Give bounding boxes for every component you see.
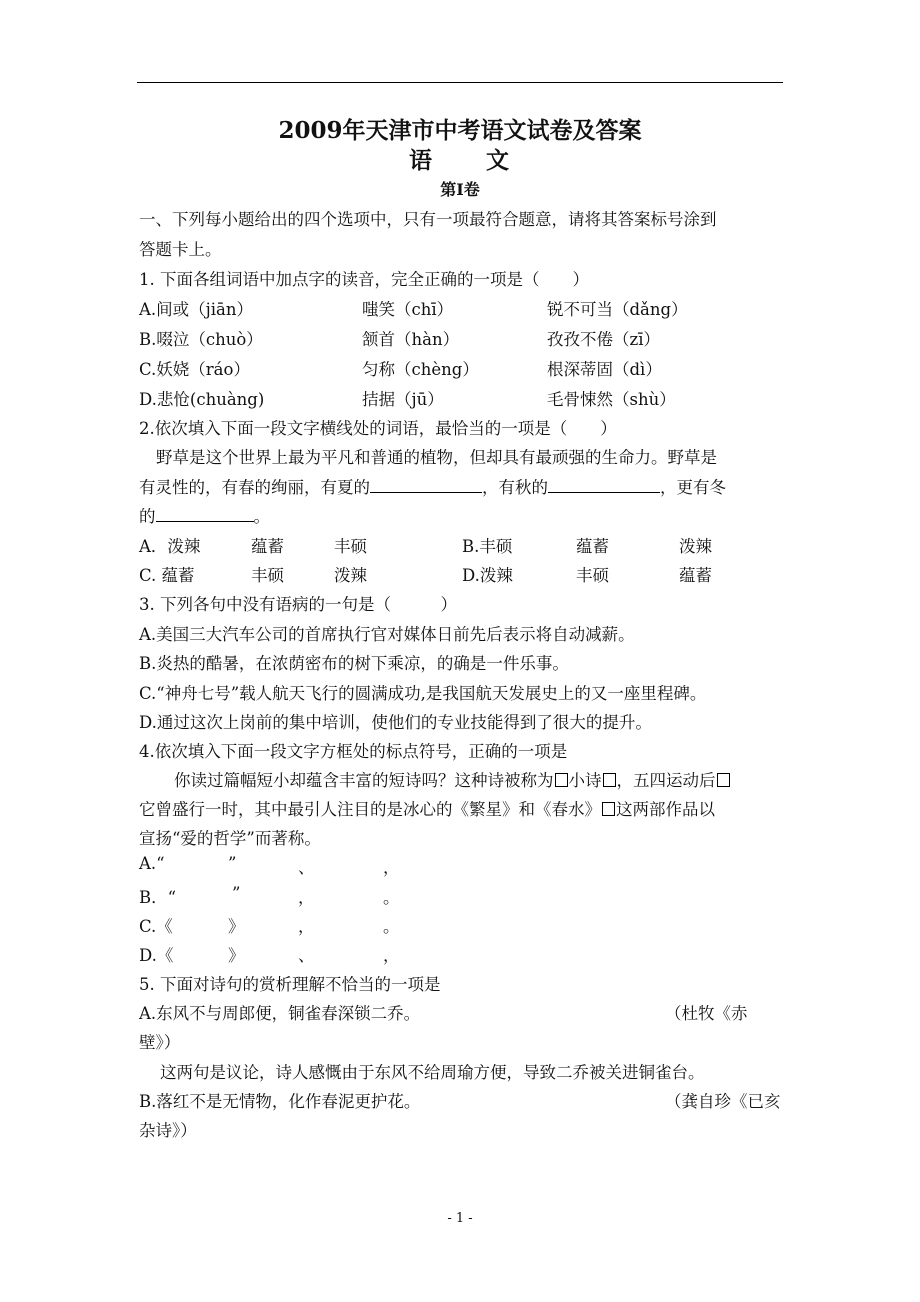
volume-title: 第Ⅰ卷 <box>440 180 480 199</box>
page-number: - 1 - <box>447 1211 473 1226</box>
q4-option-b-2: ” <box>232 884 241 903</box>
q2-option-c-3: 泼辣 <box>334 566 367 585</box>
fill-blank-3[interactable] <box>156 503 254 522</box>
fill-blank-2[interactable] <box>548 474 660 493</box>
fill-blank-1[interactable] <box>370 474 482 493</box>
q4-option-c-3: ， <box>298 917 315 936</box>
document-title: 2009年天津市中考语文试卷及答案 <box>278 117 642 144</box>
q5-option-a-note: 这两句是议论，诗人感慨由于东风不给周瑜方便，导致二乔被关进铜雀台。 <box>160 1063 705 1082</box>
q2-option-a-3: 丰硕 <box>334 537 367 556</box>
q4-option-b-4: 。 <box>383 888 400 907</box>
q2-passage-line3 <box>139 503 270 527</box>
subject-char-1: 语 <box>409 147 434 174</box>
q1-option-b-2: 颔首（hàn） <box>362 330 460 349</box>
q2-option-b-3: 泼辣 <box>679 537 712 556</box>
q2-passage-line3-part2: 。 <box>253 507 270 526</box>
q4-option-c-4: 。 <box>383 917 400 936</box>
header-rule <box>137 82 783 83</box>
q4-passage-line1 <box>174 767 731 791</box>
q2-option-b: B.丰硕 <box>462 537 513 556</box>
punctuation-box-4[interactable] <box>602 802 615 816</box>
q4-option-b-3: ， <box>298 888 315 907</box>
punctuation-box-3[interactable] <box>717 773 730 787</box>
q4-passage-line1-part1: 你读过篇幅短小却蕴含丰富的短诗吗？这种诗被称为 <box>174 771 554 790</box>
subject-title <box>137 142 783 175</box>
question-3-stem: 3. 下列各句中没有语病的一句是（ ） <box>139 595 457 614</box>
q2-option-a: A．泼辣 <box>139 537 201 556</box>
q1-option-a-1: A.间或（jiān） <box>139 300 254 319</box>
q5-option-b-source: （龚自珍《已亥 <box>665 1092 781 1111</box>
q1-option-c-2: 匀称（chèng） <box>362 360 479 379</box>
question-5-stem: 5. 下面对诗句的赏析理解不恰当的一项是 <box>139 975 441 994</box>
question-2-stem: 2.依次填入下面一段文字横线处的词语，最恰当的一项是（ ） <box>139 419 617 438</box>
q2-passage-line3-part1: 的 <box>139 507 156 526</box>
q2-option-a-2: 蕴蓄 <box>251 537 284 556</box>
q4-option-a-3: 、 <box>298 858 315 877</box>
q4-option-d-4: ， <box>383 946 400 965</box>
q1-option-a-2: 嗤笑（chī） <box>362 300 454 319</box>
q1-option-c-1: C.妖娆（ráo） <box>139 360 250 379</box>
q5-option-a-poem: A.东风不与周郎便，铜雀春深锁二乔。 <box>139 1004 421 1023</box>
q2-passage-line2-part3: ，更有冬 <box>660 478 726 497</box>
section-instruction-line1: 一、下列每小题给出的四个选项中，只有一项最符合题意，请将其答案标号涂到 <box>139 210 717 229</box>
q2-option-d-2: 丰硕 <box>576 566 609 585</box>
q1-option-d-3: 毛骨悚然（shù） <box>547 390 676 409</box>
q2-option-c-2: 丰硕 <box>251 566 284 585</box>
q4-passage-line1-part3: ，五四运动后 <box>616 771 716 790</box>
question-1-stem: 1. 下面各组词语中加点字的读音，完全正确的一项是（ ） <box>139 270 589 289</box>
q3-option-d: D.通过这次上岗前的集中培训，使他们的专业技能得到了很大的提升。 <box>139 713 652 732</box>
q3-option-b: B.炎热的酷暑，在浓荫密布的树下乘凉，的确是一件乐事。 <box>139 654 569 673</box>
q2-passage-line1: 野草是这个世界上最为平凡和普通的植物，但却具有最顽强的生命力。野草是 <box>156 448 717 467</box>
q4-option-d-2: 》 <box>228 946 245 965</box>
punctuation-box-1[interactable] <box>555 773 568 787</box>
q5-option-a-source-cont: 壁》） <box>139 1033 181 1052</box>
q4-option-b-1: B．“ <box>139 888 177 907</box>
q1-option-b-1: B.啜泣（chuò） <box>139 330 263 349</box>
q2-option-d-3: 蕴蓄 <box>679 566 712 585</box>
subject-char-2: 文 <box>486 147 511 174</box>
q5-option-b-poem: B.落红不是无情物，化作春泥更护花。 <box>139 1092 421 1111</box>
q4-passage-line3: 宣扬“爱的哲学”而著称。 <box>139 829 321 848</box>
q2-passage-line2-part1: 有灵性的，有春的绚丽，有夏的 <box>139 478 370 497</box>
question-4-stem: 4.依次填入下面一段文字方框处的标点符号，正确的一项是 <box>139 742 568 761</box>
q5-option-b-source-cont: 杂诗》） <box>139 1121 197 1140</box>
q4-option-a-1: A.“ <box>139 854 165 873</box>
q3-option-a: A.美国三大汽车公司的首席执行官对媒体日前先后表示将自动减薪。 <box>139 625 635 644</box>
q4-option-c-2: 》 <box>228 917 245 936</box>
q4-passage-line2-part1: 它曾盛行一时，其中最引人注目的是冰心的《繁星》和《春水》 <box>139 800 601 819</box>
q4-option-a-4: ， <box>383 858 400 877</box>
q2-option-d: D.泼辣 <box>462 566 513 585</box>
q2-passage-line2 <box>139 474 726 498</box>
q5-option-a-source: （杜牧《赤 <box>665 1004 748 1023</box>
q1-option-d-1: D.悲怆(chuàng) <box>139 390 265 409</box>
q4-passage-line1-part2: 小诗 <box>568 771 602 790</box>
q4-passage-line2-part2: 这两部作品以 <box>616 800 715 819</box>
q4-option-a-2: ” <box>228 854 237 873</box>
q4-option-d-1: D.《 <box>139 946 174 965</box>
section-instruction-line2: 答题卡上。 <box>139 240 222 259</box>
q3-option-c: C.“神舟七号”载人航天飞行的圆满成功,是我国航天发展史上的又一座里程碑。 <box>139 684 707 703</box>
punctuation-box-2[interactable] <box>603 773 616 787</box>
q4-option-c-1: C.《 <box>139 917 173 936</box>
q1-option-b-3: 孜孜不倦（zī） <box>547 330 660 349</box>
q2-passage-line2-part2: ，有秋的 <box>482 478 548 497</box>
q4-passage-line2 <box>139 796 715 820</box>
q2-option-c: C. 蕴蓄 <box>139 566 195 585</box>
q2-option-b-2: 蕴蓄 <box>576 537 609 556</box>
q4-option-d-3: 、 <box>298 946 315 965</box>
q1-option-a-3: 锐不可当（dǎng） <box>547 300 688 319</box>
q1-option-c-3: 根深蒂固（dì） <box>547 360 662 379</box>
q1-option-d-2: 拮据（jū） <box>362 390 444 409</box>
